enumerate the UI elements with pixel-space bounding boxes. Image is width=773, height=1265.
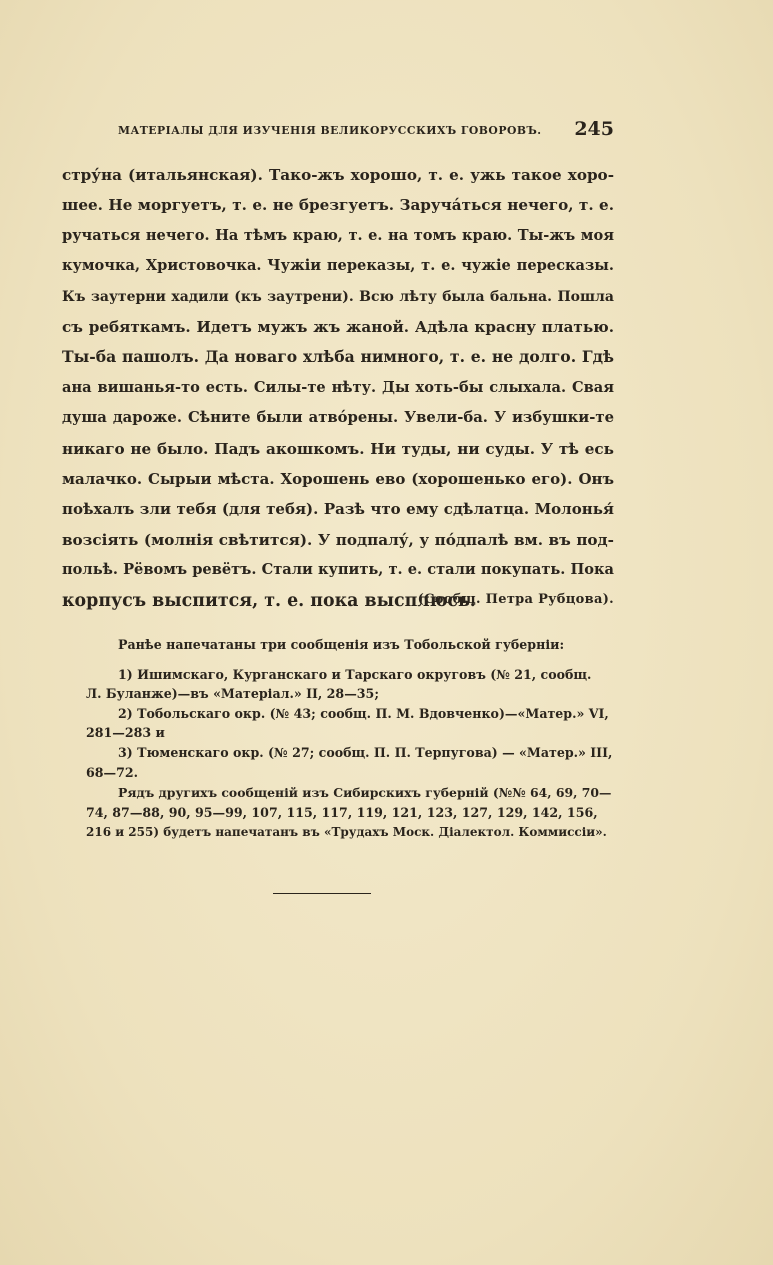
body-line: польѣ. Рёвомъ ревётъ. Стали купить, т. е. стали покупать. Пока [62,561,614,579]
section-end-rule [273,893,371,894]
note-line: 2) Тобольскаго окр. (№ 43; сообщ. П. М. Вдовченко)—«Матер.» VI, [118,706,609,721]
running-title: МАТЕРІАЛЫ ДЛЯ ИЗУЧЕНІЯ ВЕЛИКОРУССКИХЪ ГОВОРОВЪ. [118,124,542,137]
note-line: 216 и 255) будетъ напечатанъ въ «Трудахъ Моск. Діалектол. Коммиссіи». [86,825,607,839]
body-line: душа дароже. Сѣните были атвóрены. Увели-ба. У избушки-те [62,409,614,427]
note-line: 1) Ишимскаго, Курганскаго и Тарскаго округовъ (№ 21, сообщ. [118,667,592,682]
body-line: малачко. Сырыи мѣста. Хорошень ево (хорошенько его). Онъ [62,470,614,489]
note-line: Рядъ другихъ сообщеній изъ Сибирскихъ губерній (№№ 64, 69, 70— [118,785,612,800]
note-line: 3) Тюменскаго окр. (№ 27; сообщ. П. П. Терпугова) — «Матер.» III, [118,745,613,760]
body-line: возсіять (молнія свѣтится). У подпалу́, у пóдпалѣ вм. въ под- [62,530,614,549]
note-line: 68—72. [86,765,139,780]
body-line: поѣхалъ зли тебя (для тебя). Разѣ что ему сдѣлатца. Молонья́ [62,500,614,519]
body-line: ручаться нечего. На тѣмъ краю, т. е. на томъ краю. Ты-жъ моя [62,226,614,244]
note-line: Л. Буланже)—въ «Матеріал.» II, 28—35; [86,686,379,701]
body-line: шее. Не моргуетъ, т. е. не брезгуетъ. Заручáться нечего, т. е. [62,196,614,215]
note-line: 74, 87—88, 90, 95—99, 107, 115, 117, 119, 121, 123, 127, 129, 142, 156, [86,805,598,820]
page-number: 245 [574,118,614,140]
body-line: никаго не было. Падъ акошкомъ. Ни туды, ни суды. У тѣ есь [62,439,614,458]
note-line: 281—283 и [86,725,165,740]
body-line: Къ заутерни хадили (къ заутрени). Всю лѣту была бальна. Пошла [62,288,614,305]
main-text [62,160,614,616]
body-line: кумочка, Христовочка. Чужіи переказы, т. е. чужіе пересказы. [62,257,614,275]
running-head [118,118,614,144]
notes-heading: Ранѣе напечатаны три сообщенія изъ Тобольской губерніи: [118,637,565,652]
body-line: Ты-ба пашолъ. Да новаго хлѣба нимного, т. е. не долго. Гдѣ [62,347,614,367]
body-line: съ ребяткамъ. Идетъ мужъ жъ жаной. Адѣла красну платью. [62,318,614,337]
contributor-signature: (Сообщ. Петра Рубцова). [417,592,614,607]
body-line: стру́на (итальянская). Тако-жъ хорошо, т. е. ужь такое хоро- [62,166,614,184]
body-line: корпусъ выспится, т. е. пока высплюсь. [62,590,476,611]
body-line: ана вишанья-то есть. Силы-те нѣту. Ды хоть-бы слыхала. Свая [62,378,614,396]
